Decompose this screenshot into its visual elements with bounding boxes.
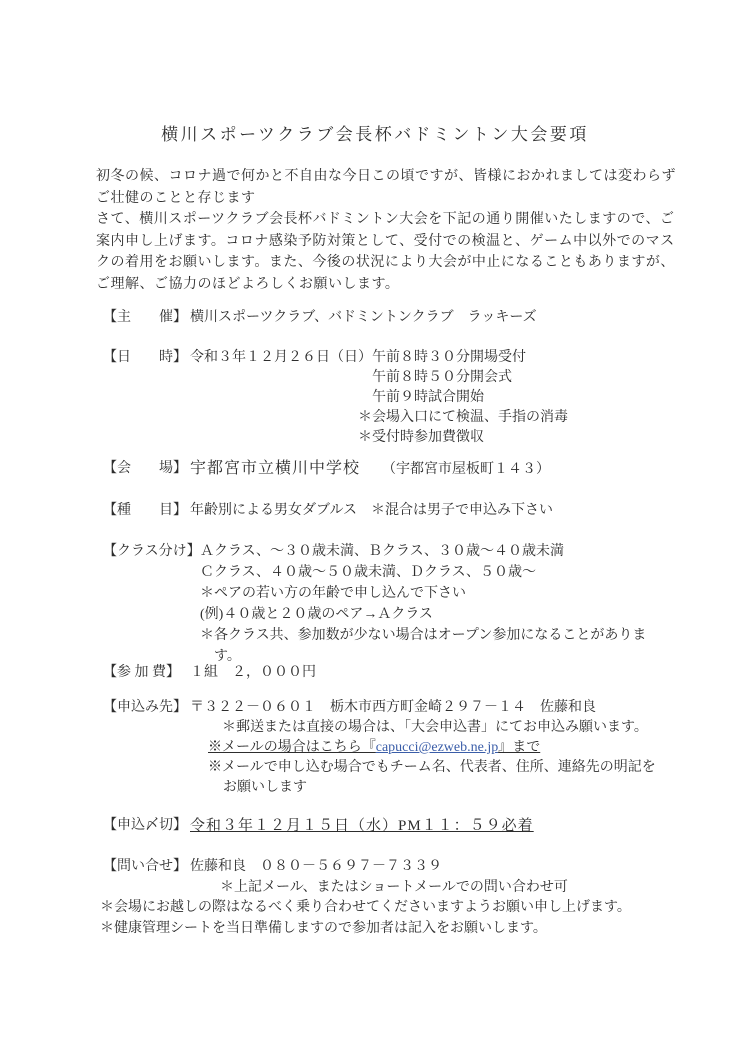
section-datetime bbox=[103, 348, 568, 448]
apply-email-note: ※メールで申し込む場合でもチーム名、代表者、住所、連絡先の明記を bbox=[208, 760, 656, 775]
event-value: 年齢別による男女ダブルス ＊混合は男子で申込み下さい bbox=[190, 503, 554, 518]
section-apply-to bbox=[103, 698, 656, 798]
footer-note: ＊会場にお越しの際はなるべく乗り合わせてくださいますようお願い申し上げます。 bbox=[100, 900, 631, 915]
section-label: 【参 加 費】 bbox=[103, 665, 180, 680]
footer-notes bbox=[100, 897, 631, 939]
intro-line: 初冬の候、コロナ過で何かと不自由な今日この頃ですが、皆様におかれましては変わらず bbox=[96, 169, 676, 184]
section-label: 【主 催】 bbox=[103, 310, 187, 325]
apply-address-line: 〒３２２－０６０１ 栃木市西方町金崎２９７－１４ 佐藤和良 bbox=[190, 700, 596, 715]
venue-name: 宇都宮市立横川中学校 bbox=[190, 460, 361, 477]
apply-email-line bbox=[190, 738, 656, 758]
contact-value: 佐藤和良 ０８０－５６９７－７３３９ bbox=[190, 859, 442, 874]
deadline-value: 令和３年１２月１５日（水）PM１１：５９必着 bbox=[190, 818, 534, 834]
section-venue bbox=[103, 459, 550, 480]
section-label: 【日 時】 bbox=[103, 350, 187, 365]
contact-note: ＊上記メール、またはショートメールでの問い合わせ可 bbox=[220, 880, 568, 895]
intro-line: ご理解、ご協力のほどよろしくお願いします。 bbox=[96, 276, 400, 292]
section-label: 【問い合せ】 bbox=[103, 859, 187, 874]
page-title: 横川スポーツクラブ会長杯バドミントン大会要項 bbox=[161, 125, 589, 144]
section-organizer bbox=[103, 308, 537, 328]
section-label: 【クラス分け】 bbox=[103, 544, 201, 559]
datetime-line: 午前８時５０分開会式 bbox=[372, 370, 512, 385]
class-example: (例)４０歳と２０歳のペア→Ａクラス bbox=[200, 607, 433, 622]
section-label: 【会 場】 bbox=[103, 461, 187, 476]
email-link[interactable]: capucci@ezweb.ne.jp bbox=[375, 740, 499, 755]
intro-line: 案内申し上げます。コロナ感染予防対策として、受付での検温と、ゲーム中以外でのマス bbox=[96, 233, 675, 249]
datetime-note: ＊会場入口にて検温、手指の消毒 bbox=[358, 410, 568, 425]
section-label: 【申込み先】 bbox=[103, 700, 187, 715]
intro-line: さて、横川スポーツクラブ会長杯バドミントン大会を下記の通り開催いたしますので、ご bbox=[96, 212, 675, 227]
section-classes bbox=[103, 541, 646, 667]
class-line: Ａクラス、～３０歳未満、Ｂクラス、３０歳～４０歳未満 bbox=[200, 544, 564, 559]
section-fee bbox=[103, 663, 316, 683]
apply-email-prefix: ※メールの場合はこちら『 bbox=[208, 740, 376, 755]
apply-email-note-continuation: お願いします bbox=[223, 780, 307, 795]
datetime-line: 令和３年１２月２６日（日）午前８時３０分開場受付 bbox=[190, 350, 526, 365]
intro-line: クの着用をお願いします。また、今後の状況により大会が中止になることもありますが、 bbox=[96, 255, 675, 270]
intro-paragraph bbox=[96, 166, 676, 295]
datetime-note: ＊受付時参加費徴収 bbox=[358, 430, 484, 445]
venue-address: （宇都宮市屋板町１４３） bbox=[382, 462, 551, 477]
section-event bbox=[103, 501, 553, 521]
fee-value: １組 ２，０００円 bbox=[190, 665, 316, 680]
organizer-value: 横川スポーツクラブ、バドミントンクラブ ラッキーズ bbox=[190, 310, 537, 325]
section-contact bbox=[103, 856, 568, 898]
apply-postal-note: ＊郵送または直接の場合は、「大会申込書」にてお申込み願います。 bbox=[222, 720, 648, 735]
footer-note: ＊健康管理シートを当日準備しますので参加者は記入をお願いします。 bbox=[100, 921, 547, 936]
apply-email-suffix: 』まで bbox=[498, 740, 541, 755]
section-label: 【申込〆切】 bbox=[103, 818, 187, 833]
class-note-continuation: す。 bbox=[214, 649, 241, 664]
class-line: Ｃクラス、４０歳～５０歳未満、Ｄクラス、５０歳～ bbox=[200, 565, 536, 580]
section-deadline bbox=[103, 816, 534, 836]
intro-line: ご壮健のことと存じます bbox=[96, 190, 256, 206]
class-note: ＊ペアの若い方の年齢で申し込んで下さい bbox=[200, 586, 466, 601]
datetime-line: 午前９時試合開始 bbox=[372, 390, 484, 405]
class-note: ＊各クラス共、参加数が少ない場合はオープン参加になることがありま bbox=[200, 628, 647, 643]
section-label: 【種 目】 bbox=[103, 503, 187, 518]
